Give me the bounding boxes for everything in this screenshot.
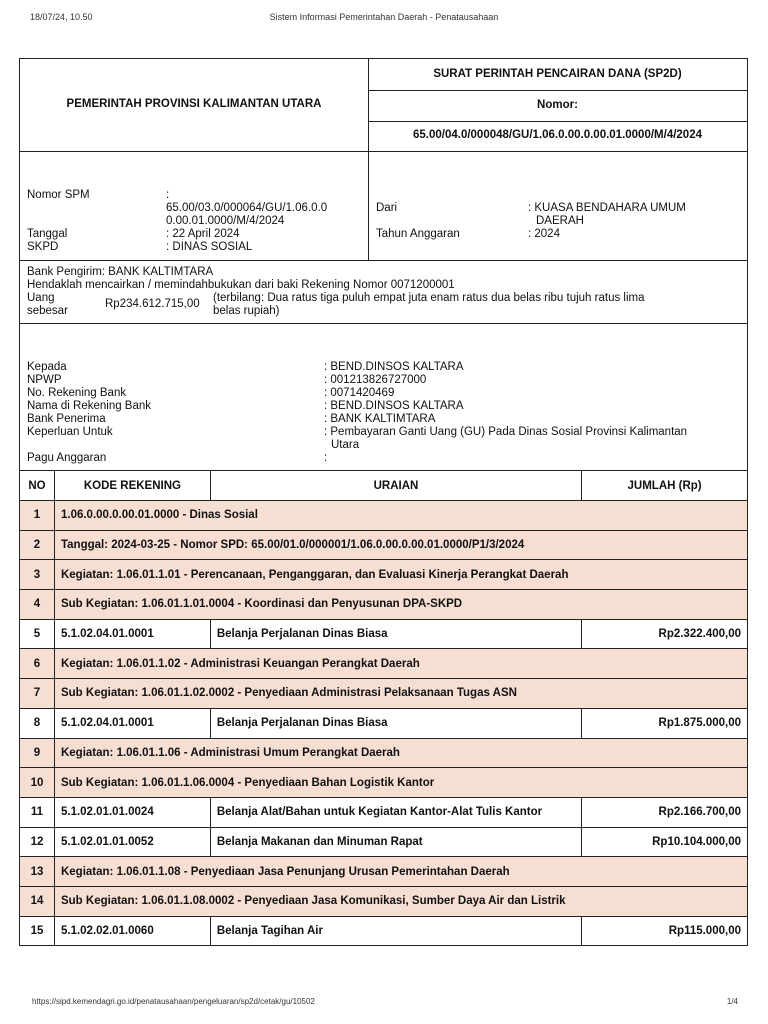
spm-nomor-label: Nomor SPM	[27, 189, 90, 201]
items-table	[19, 470, 748, 946]
npwp-label: NPWP	[27, 374, 62, 386]
print-page-number: 1/4	[726, 997, 738, 1006]
table-row	[20, 619, 748, 649]
terbilang-2: belas rupiah)	[213, 305, 280, 317]
row-group-text: 1.06.0.00.0.00.01.0000 - Dinas Sosial	[54, 501, 747, 531]
row-group-text: Tanggal: 2024-03-25 - Nomor SPD: 65.00/01.0/000001/1.06.0.00.0.00.01.0000/P1/3/2024	[54, 530, 747, 560]
row-number: 5	[20, 619, 55, 649]
org-name: PEMERINTAH PROVINSI KALIMANTAN UTARA	[66, 98, 322, 110]
row-group-text: Kegiatan: 1.06.01.1.08 - Penyediaan Jasa Penunjang Urusan Pemerintahan Daerah	[54, 857, 747, 887]
print-page-title: Sistem Informasi Pemerintahan Daerah - Penatausahaan	[269, 12, 499, 22]
table-row	[20, 797, 748, 827]
row-group-text: Sub Kegiatan: 1.06.01.1.06.0004 - Penyediaan Bahan Logistik Kantor	[54, 768, 747, 798]
table-row	[20, 827, 748, 857]
spm-tanggal-value: : 22 April 2024	[166, 228, 240, 240]
row-uraian: Belanja Tagihan Air	[210, 916, 581, 946]
table-row	[20, 679, 748, 709]
nomor-label: Nomor:	[537, 99, 578, 111]
table-row	[20, 857, 748, 887]
row-number: 1	[20, 501, 55, 531]
penerima-box	[19, 323, 748, 471]
row-number: 8	[20, 708, 55, 738]
row-uraian: Belanja Alat/Bahan untuk Kegiatan Kantor-Alat Tulis Kantor	[210, 797, 581, 827]
spm-box	[19, 151, 748, 261]
row-number: 4	[20, 590, 55, 620]
table-row	[20, 768, 748, 798]
row-group-text: Kegiatan: 1.06.01.1.01 - Perencanaan, Penganggaran, dan Evaluasi Kinerja Perangkat Daerah	[54, 560, 747, 590]
row-kode-rekening: 5.1.02.01.01.0052	[54, 827, 210, 857]
bank-instruksi: Hendaklah mencairkan / memindahbukukan dari baki Rekening Nomor 0071200001	[27, 279, 455, 291]
spm-skpd-value: : DINAS SOSIAL	[166, 241, 253, 253]
spm-colon: :	[166, 189, 170, 201]
bank-penerima-value: : BANK KALTIMTARA	[324, 413, 436, 425]
tahun-value: : 2024	[528, 228, 560, 240]
spm-nomor-value-2: 0.00.01.0000/M/4/2024	[166, 215, 285, 227]
nama-rekening-label: Nama di Rekening Bank	[27, 400, 152, 412]
kepada-label: Kepada	[27, 361, 67, 373]
row-jumlah: Rp115.000,00	[582, 916, 748, 946]
bank-box	[19, 260, 748, 324]
table-row	[20, 530, 748, 560]
row-jumlah: Rp2.322.400,00	[582, 619, 748, 649]
row-jumlah: Rp10.104.000,00	[582, 827, 748, 857]
header-no: NO	[20, 471, 55, 501]
row-group-text: Sub Kegiatan: 1.06.01.1.01.0004 - Koordinasi dan Penyusunan DPA-SKPD	[54, 590, 747, 620]
row-number: 2	[20, 530, 55, 560]
header-uraian: URAIAN	[210, 471, 581, 501]
row-uraian: Belanja Perjalanan Dinas Biasa	[210, 708, 581, 738]
row-number: 9	[20, 738, 55, 768]
row-number: 14	[20, 886, 55, 916]
dari-label: Dari	[376, 202, 398, 214]
header-box	[19, 58, 748, 152]
row-group-text: Kegiatan: 1.06.01.1.06 - Administrasi Umum Perangkat Daerah	[54, 738, 747, 768]
keperluan-value-1: : Pembayaran Ganti Uang (GU) Pada Dinas Sosial Provinsi Kalimantan	[324, 426, 688, 438]
row-number: 7	[20, 679, 55, 709]
keperluan-value-2: Utara	[331, 439, 360, 451]
spm-skpd-label: SKPD	[27, 241, 59, 253]
nama-rekening-value: : BEND.DINSOS KALTARA	[324, 400, 464, 412]
table-row	[20, 649, 748, 679]
table-row	[20, 590, 748, 620]
nomor-value: 65.00/04.0/000048/GU/1.06.0.00.0.00.01.0000/M/4/2024	[412, 129, 702, 141]
table-row	[20, 916, 748, 946]
table-row	[20, 886, 748, 916]
table-row	[20, 560, 748, 590]
row-uraian: Belanja Makanan dan Minuman Rapat	[210, 827, 581, 857]
row-number: 15	[20, 916, 55, 946]
row-group-text: Sub Kegiatan: 1.06.01.1.02.0002 - Penyediaan Administrasi Pelaksanaan Tugas ASN	[54, 679, 747, 709]
keperluan-label: Keperluan Untuk	[27, 426, 113, 438]
row-kode-rekening: 5.1.02.02.01.0060	[54, 916, 210, 946]
rekening-label: No. Rekening Bank	[27, 387, 127, 399]
uang-label-1: Uang	[27, 292, 55, 304]
bank-penerima-label: Bank Penerima	[27, 413, 106, 425]
row-number: 3	[20, 560, 55, 590]
pagu-value: :	[324, 452, 328, 464]
row-group-text: Kegiatan: 1.06.01.1.02 - Administrasi Keuangan Perangkat Daerah	[54, 649, 747, 679]
tahun-label: Tahun Anggaran	[376, 228, 460, 240]
row-number: 6	[20, 649, 55, 679]
uang-label-2: sebesar	[27, 305, 68, 317]
bank-pengirim: Bank Pengirim: BANK KALTIMTARA	[27, 266, 214, 278]
row-number: 10	[20, 768, 55, 798]
table-row	[20, 708, 748, 738]
row-group-text: Sub Kegiatan: 1.06.01.1.08.0002 - Penyediaan Jasa Komunikasi, Sumber Daya Air dan Listrik	[54, 886, 747, 916]
pagu-label: Pagu Anggaran	[27, 452, 107, 464]
row-kode-rekening: 5.1.02.04.01.0001	[54, 708, 210, 738]
spm-nomor-value-1: 65.00/03.0/000064/GU/1.06.0.0	[166, 202, 328, 214]
row-uraian: Belanja Perjalanan Dinas Biasa	[210, 619, 581, 649]
print-datetime: 18/07/24, 10.50	[30, 12, 93, 22]
row-number: 12	[20, 827, 55, 857]
table-body	[20, 501, 748, 946]
uang-value: Rp234.612.715,00	[105, 298, 200, 310]
table-header-row	[20, 471, 748, 501]
terbilang-1: (terbilang: Dua ratus tiga puluh empat juta enam ratus dua belas ribu tujuh ratus lima	[213, 292, 645, 304]
kepada-value: : BEND.DINSOS KALTARA	[324, 361, 464, 373]
row-number: 13	[20, 857, 55, 887]
row-jumlah: Rp1.875.000,00	[582, 708, 748, 738]
header-jumlah: JUMLAH (Rp)	[582, 471, 748, 501]
header-kode: KODE REKENING	[54, 471, 210, 501]
doc-title: SURAT PERINTAH PENCAIRAN DANA (SP2D)	[433, 68, 682, 80]
table-row	[20, 738, 748, 768]
print-url: https://sipd.kemendagri.go.id/penatausahaan/pengeluaran/sp2d/cetak/gu/10502	[32, 997, 315, 1006]
rekening-value: : 0071420469	[324, 387, 395, 399]
dari-value-2: DAERAH	[536, 215, 584, 227]
npwp-value: : 001213826727000	[324, 374, 427, 386]
dari-value-1: : KUASA BENDAHARA UMUM	[528, 202, 686, 214]
row-kode-rekening: 5.1.02.01.01.0024	[54, 797, 210, 827]
row-jumlah: Rp2.166.700,00	[582, 797, 748, 827]
spm-tanggal-label: Tanggal	[27, 228, 68, 240]
row-number: 11	[20, 797, 55, 827]
table-row	[20, 501, 748, 531]
row-kode-rekening: 5.1.02.04.01.0001	[54, 619, 210, 649]
